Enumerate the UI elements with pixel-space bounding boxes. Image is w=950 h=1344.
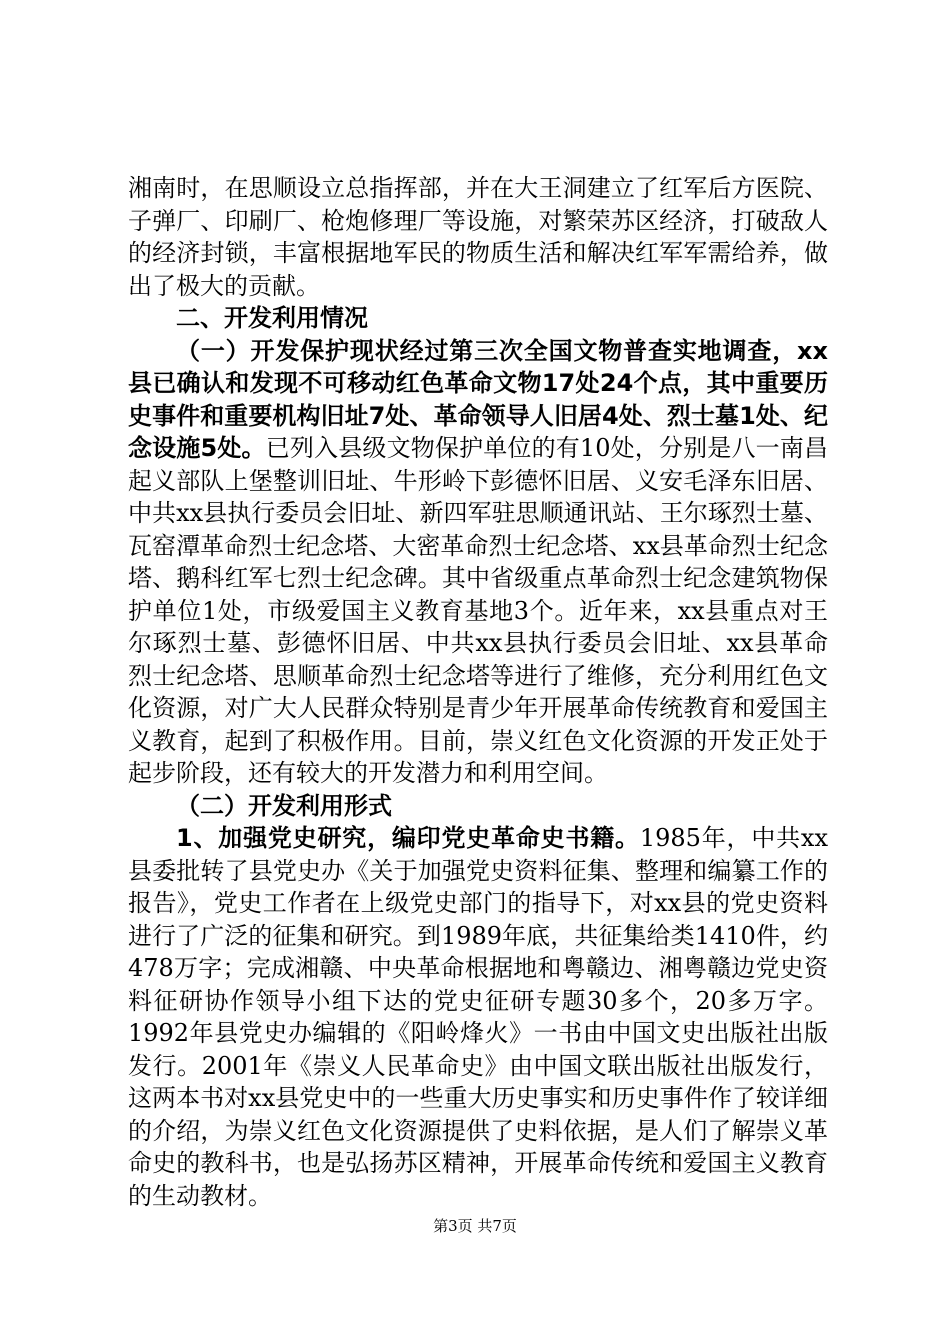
page-footer: 第3页 共7页 [433, 1217, 517, 1235]
bold-lead-text: 1、加强党史研究，编印党史革命史书籍。 [176, 824, 640, 852]
paragraph-text: 1985年，中共xx县委批转了县党史办《关于加强党史资料征集、整理和编纂工作的报告》，党史工作者在上级党史部门的指导下，对xx县的党史资料进行了广泛的征集和研究。到1989年底，共征集给类1410件，约478万字；完成湘赣、中央革命根据地和粤赣边、湘粤赣边党史资料征研协作领导小组下达的党史征研专题30多个，20多万字。1992年县党史办编辑的《阳岭烽火》一书由中国文史出版社出版发行。2001年《崇义人民革命史》由中国文联出版社出版发行，这两本书对xx县党史中的一些重大历史事实和历史事件作了较详细的介绍，为崇义红色文化资源提供了史料依据，是人们了解崇义革命史的教科书，也是弘扬苏区精神，开展革命传统和爱国主义教育的生动教材。 [128, 824, 828, 1210]
paragraph-intro: 湘南时，在思顺设立总指挥部，并在大王洞建立了红军后方医院、子弹厂、印刷厂、枪炮修理厂等设施，对繁荣苏区经济，打破敌人的经济封锁，丰富根据地军民的物质生活和解决红军军需给养，做出了极大的贡献。 [128, 174, 828, 300]
section-heading-2: 二、开发利用情况 [176, 304, 368, 332]
subsection-heading: （二）开发利用形式 [176, 791, 392, 820]
bold-lead-text: （一）开发保护现状经过第三次全国文物普查实地调查，xx县已确认和发现不可移动红色革命文物17处24个点，其中重要历史事件和重要机构旧址7处、革命领导人旧居4处、烈士墓1处、纪念设施5处。 [128, 336, 828, 462]
paragraph-protection-status [128, 335, 828, 790]
paragraph-text: 已列入县级文物保护单位的有10处，分别是八一南昌起义部队上堡整训旧址、牛形岭下彭德怀旧居、义安毛泽东旧居、中共xx县执行委员会旧址、新四军驻思顺通讯站、王尔琢烈士墓、瓦窑潭革命烈士纪念塔、大密革命烈士纪念塔、xx县革命烈士纪念塔、鹅科红军七烈士纪念碑。其中省级重点革命烈士纪念建筑物保护单位1处，市级爱国主义教育基地3个。近年来，xx县重点对王尔琢烈士墓、彭德怀旧居、中共xx县执行委员会旧址、xx县革命烈士纪念塔、思顺革命烈士纪念塔等进行了维修，充分利用红色文化资源，对广大人民群众特别是青少年开展革命传统教育和爱国主义教育，起到了积极作用。目前，崇义红色文化资源的开发正处于起步阶段，还有较大的开发潜力和利用空间。 [128, 434, 828, 787]
paragraph-party-history [128, 822, 828, 1212]
document-body [128, 172, 828, 1212]
